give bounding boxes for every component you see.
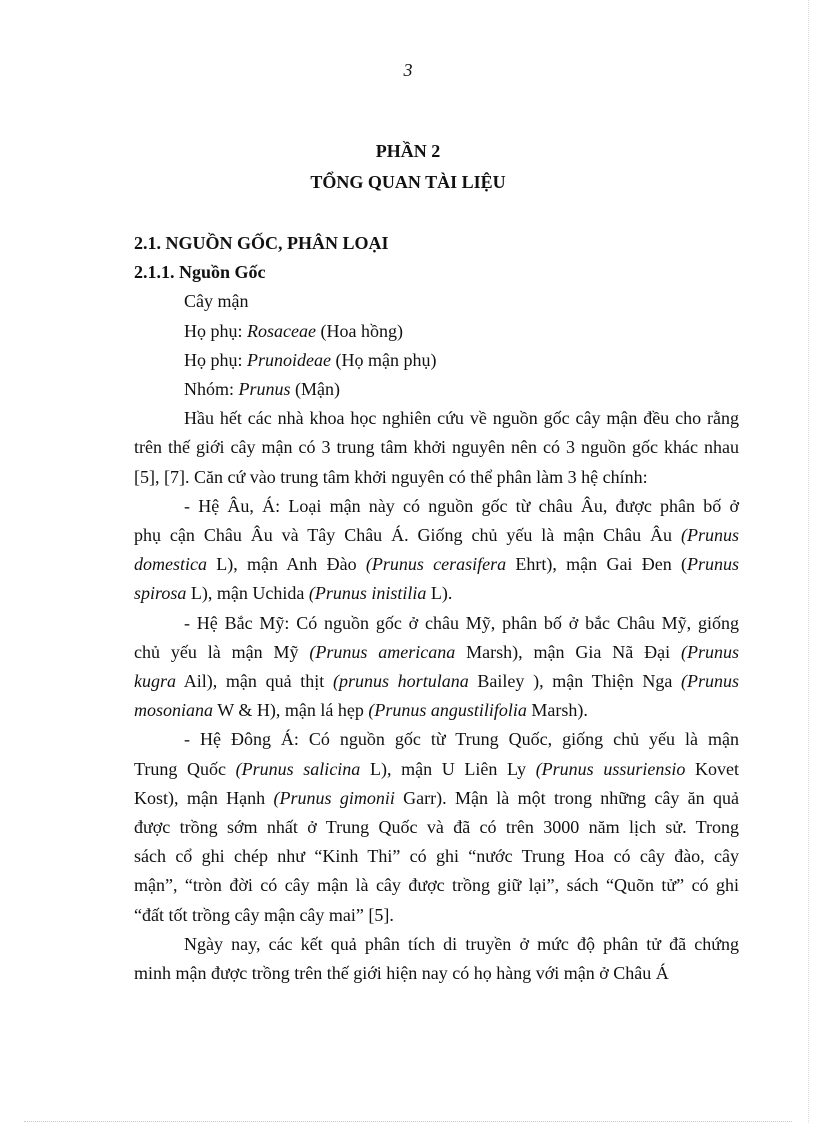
classification-line	[134, 346, 739, 375]
latin-name: (Prunus inistilia	[308, 583, 427, 604]
text-line: mận”, “tròn đời có cây mận là cây được trồng giữ lại”, sách “Quõn tử” có ghi	[134, 875, 739, 896]
text-line: sách cổ ghi chép như “Kinh Thi” có ghi “nước Trung Hoa có cây đào, cây	[134, 846, 739, 867]
text-line	[134, 550, 739, 579]
section-heading: 2.1. NGUỒN GỐC, PHÂN LOẠI	[134, 233, 389, 253]
latin-name: Prunus	[686, 554, 739, 575]
intro-paragraph	[134, 404, 739, 492]
text-line: - Hệ Đông Á: Có nguồn gốc từ Trung Quốc, giống chủ yếu là mận	[184, 729, 739, 750]
classification-line	[134, 317, 739, 346]
classification-label: Họ phụ:	[184, 349, 247, 370]
text-line	[134, 521, 739, 550]
text-run: Marsh).	[526, 700, 588, 721]
text-run: L), mận Uchida	[186, 583, 309, 604]
text-run: Kovet	[685, 758, 739, 779]
america-paragraph	[134, 609, 739, 726]
latin-name: (Prunus gimonii	[273, 787, 395, 808]
text-line	[134, 755, 739, 784]
latin-name: (Prunus americana	[309, 641, 456, 662]
text-line	[134, 696, 739, 725]
europe-paragraph	[134, 492, 739, 609]
text-line: “đất tốt trồng cây mận cây mai” [5].	[134, 904, 394, 925]
text-line	[134, 638, 739, 667]
text-run: Kost), mận Hạnh	[134, 787, 274, 808]
latin-name: domestica	[134, 554, 207, 575]
latin-name: spirosa	[134, 583, 187, 604]
latin-name: (Prunus cerasifera	[365, 554, 507, 575]
east-asia-paragraph	[134, 725, 739, 929]
text-run: chủ yếu là mận Mỹ	[134, 641, 310, 662]
text-run: Garr). Mận là một trong những cây ăn quả	[394, 787, 739, 808]
text-run: Ehrt), mận Gai Đen (	[506, 554, 687, 575]
closing-paragraph	[134, 930, 739, 988]
page-number: 3	[403, 60, 413, 80]
text-line	[134, 667, 739, 696]
latin-name: (prunus hortulana	[332, 671, 469, 692]
subsection-heading: 2.1.1. Nguồn Gốc	[134, 262, 266, 283]
body-text	[134, 229, 739, 988]
text-line: Ngày nay, các kết quả phân tích di truyền ở mức độ phân tử đã chứng	[184, 933, 739, 954]
text-line: [5], [7]. Căn cứ vào trung tâm khởi nguyên có thể phân làm 3 hệ chính:	[134, 466, 648, 487]
text-run: L), mận Anh Đào	[206, 554, 366, 575]
classification-label: Họ phụ:	[184, 320, 247, 341]
part-title: PHẦN 2	[375, 141, 441, 161]
document-title: TỔNG QUAN TÀI LIỆU	[310, 172, 506, 192]
text-run: phụ cận Châu Âu và Tây Châu Á. Giống chủ yếu là mận Châu Âu	[134, 525, 681, 546]
latin-name: (Prunus	[681, 525, 739, 546]
latin-name: (Prunus	[681, 671, 740, 692]
text-run: Marsh), mận Gia Nã Đại	[455, 641, 682, 662]
classification-line	[134, 375, 739, 404]
text-run: W & H), mận lá hẹp	[213, 700, 369, 721]
classification-label: Nhóm:	[184, 379, 239, 400]
latin-name: mosoniana	[134, 700, 214, 721]
latin-name: (Prunus	[681, 641, 740, 662]
classification-note: (Hoa hồng)	[315, 320, 403, 341]
text-line: - Hệ Bắc Mỹ: Có nguồn gốc ở châu Mỹ, phân bố ở bắc Châu Mỹ, giống	[184, 612, 739, 633]
latin-name: Rosaceae	[247, 320, 316, 341]
text-run: Trung Quốc	[134, 758, 236, 779]
text-line: minh mận được trồng trên thế giới hiện nay có họ hàng với mận ở Châu Á	[134, 963, 669, 984]
text-run: Ail), mận quả thịt	[176, 671, 333, 692]
text-line	[134, 579, 739, 608]
page-bottom-border	[24, 1121, 792, 1122]
classification-line	[134, 287, 739, 316]
text-line	[134, 784, 739, 813]
classification-note: (Mận)	[290, 379, 341, 400]
text-run: L).	[426, 583, 453, 604]
text-run: Bailey ), mận Thiện Nga	[468, 671, 682, 692]
page-right-border	[808, 0, 809, 1123]
text-line: - Hệ Âu, Á: Loại mận này có nguồn gốc từ châu Âu, được phân bố ở	[184, 495, 739, 516]
text-line: Hầu hết các nhà khoa học nghiên cứu về nguồn gốc cây mận đều cho rằng	[184, 408, 739, 429]
classification-note: (Họ mận phụ)	[330, 349, 437, 370]
latin-name: (Prunus salicina	[235, 758, 361, 779]
latin-name: Prunoideae	[247, 349, 331, 370]
text-line: được trồng sớm nhất ở Trung Quốc và đã có trên 3000 năm lịch sử. Trong	[134, 817, 739, 838]
latin-name: Prunus	[238, 379, 291, 400]
latin-name: (Prunus angustilifolia	[368, 700, 527, 721]
latin-name: kugra	[134, 671, 176, 692]
text-run: L), mận U Liên Ly	[360, 758, 536, 779]
text-line: trên thế giới cây mận có 3 trung tâm khởi nguyên nên có 3 nguồn gốc khác nhau	[134, 437, 739, 458]
latin-name: (Prunus ussuriensio	[535, 758, 686, 779]
classification-text: Cây mận	[184, 291, 249, 312]
